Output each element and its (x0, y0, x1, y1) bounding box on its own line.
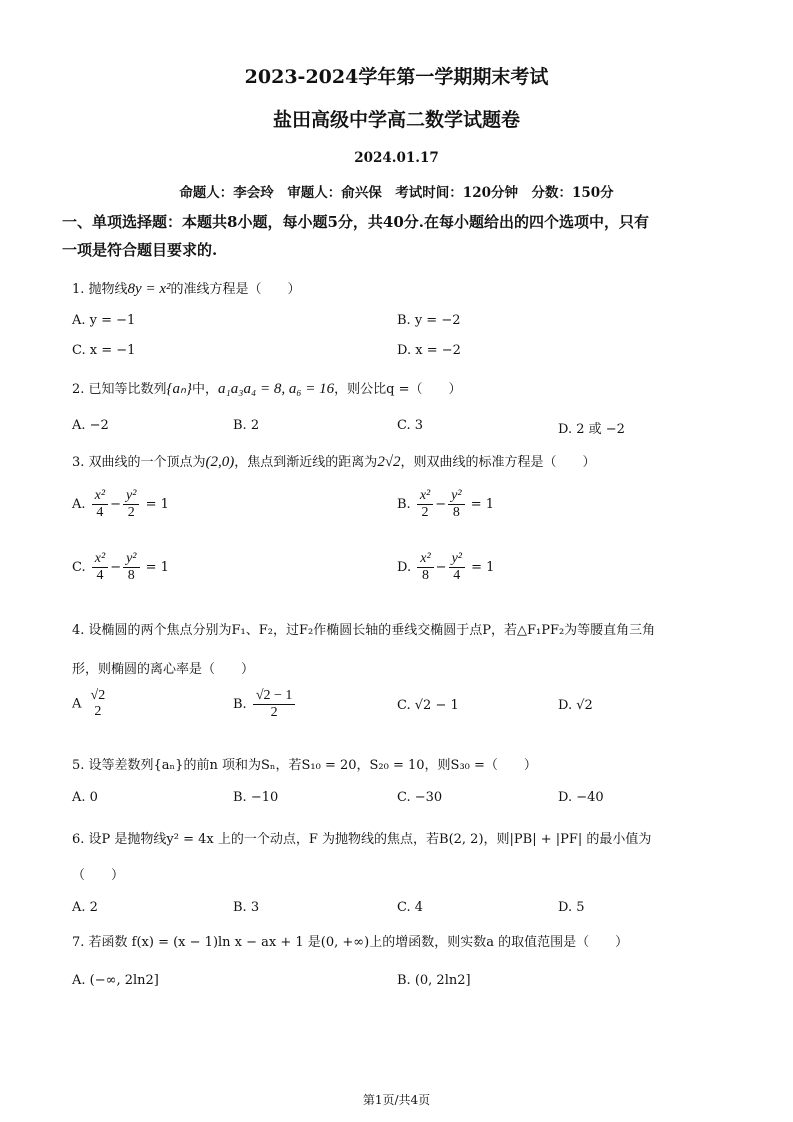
exam-date: 2024.01.17 (354, 150, 439, 166)
option-label: C. (72, 560, 86, 575)
option-value: √2 (576, 698, 593, 713)
option-label: D. (558, 698, 573, 713)
rhs: = 1 (145, 497, 169, 512)
question-4-cont: 形，则椭圆的离心率是（ ） (72, 662, 255, 677)
option-b: B. $\frac{\text{x²}}{2}$ − $\frac{\text{y²}}{8}$ = 1 (397, 488, 495, 520)
stem-text: ，则双曲线的标准方程是（ ） (400, 455, 596, 470)
option-value: √2 − 1 (414, 698, 459, 713)
math-expr: 8y = x² (127, 281, 171, 297)
stem-text: 1. 抛物线 (72, 282, 128, 297)
option-label: D. (397, 560, 412, 575)
math-expr: (2,0) (205, 454, 235, 470)
option-d: D. $\frac{\text{x²}}{8}$ − $\frac{\text{y²}}{4}$ = 1 (397, 551, 495, 583)
option-a: A. 0 (72, 790, 98, 805)
option-c: C. 3 (397, 418, 424, 433)
option-a: A. $\frac{\text{x²}}{4}$ − $\frac{\text{y²}}{2}$ = 1 (72, 488, 169, 520)
question-5: 5. 设等差数列{aₙ}的前n 项和为Sₙ，若S₁₀ = 20，S₂₀ = 10，则S₃₀ =（ ） (72, 758, 537, 773)
question-7: 7. 若函数 f(x) = (x − 1)ln x − ax + 1 是(0, +∞)上的增函数，则实数a 的取值范围是（ ） (72, 935, 629, 950)
stem-text: 中， (192, 382, 219, 397)
option-b: B. 3 (233, 900, 260, 915)
option-a: A. y = −1 (72, 313, 136, 328)
fraction: $\frac{\text{y²}}{8}$ (448, 488, 464, 521)
option-d: D. 2 或 −2 (558, 422, 625, 437)
stem-text: ，焦点到渐近线的距离为 (234, 455, 378, 470)
stem-text: ，则公比q =（ ） (334, 382, 462, 397)
option-a: A. −2 (72, 418, 109, 433)
section-heading: 一、单项选择题：本题共8小题，每小题5分，共40分.在每小题给出的四个选项中，只有 (62, 213, 649, 231)
fraction: $\frac{√2 - 1}{2}$ (253, 688, 296, 721)
option-a (72, 688, 110, 720)
option-c: C. x = −1 (72, 343, 136, 358)
option-label: A (72, 696, 82, 712)
math-expr: a₁a₃a₄ = 8, a₆ = 16 (218, 381, 335, 397)
section-heading-cont: 一项是符合题目要求的. (62, 241, 218, 259)
stem-text: 3. 双曲线的一个顶点为 (72, 455, 206, 470)
option-b: B. −10 (233, 790, 279, 805)
option-label: B. (233, 697, 247, 712)
fraction: $\frac{\text{x²}}{4}$ (92, 551, 108, 584)
stem-text: 的准线方程是（ ） (170, 282, 301, 297)
fraction: $\frac{\text{y²}}{4}$ (449, 551, 465, 584)
option-d: D. 5 (558, 900, 585, 915)
math-expr: {aₙ} (166, 381, 193, 397)
question-4: 4. 设椭圆的两个焦点分别为F₁、F₂，过F₂作椭圆长轴的垂线交椭圆于点P，若△F₁PF₂为等腰直角三角 (72, 623, 656, 638)
rhs: = 1 (471, 560, 495, 575)
page-number: 第1页/共4页 (362, 1093, 431, 1107)
option-c: C. −30 (397, 790, 443, 805)
rhs: = 1 (470, 497, 495, 512)
question-3 (72, 451, 596, 471)
question-2 (72, 378, 462, 398)
option-d (558, 698, 593, 713)
rhs: = 1 (145, 560, 169, 575)
option-c: C. 4 (397, 900, 424, 915)
option-c (397, 698, 459, 713)
option-a: A. (−∞, 2ln2] (72, 973, 159, 988)
fraction: $\frac{\text{x²}}{8}$ (417, 551, 433, 584)
option-label: A. (72, 497, 86, 512)
option-a: A. 2 (72, 900, 98, 915)
option-c: C. $\frac{\text{x²}}{4}$ − $\frac{\text{y²}}{8}$ = 1 (72, 551, 169, 583)
question-1 (72, 278, 301, 298)
math-expr: 2√2 (377, 454, 401, 470)
option-b (233, 688, 297, 721)
stem-text: 2. 已知等比数列 (72, 382, 167, 397)
option-b: B. y = −2 (397, 313, 461, 328)
exam-subtitle: 盐田高级中学高二数学试题卷 (272, 109, 520, 131)
option-b: B. 2 (233, 418, 260, 433)
option-b: B. (0, 2ln2] (397, 973, 471, 988)
option-label: B. (397, 497, 411, 512)
fraction: $\frac{\text{y²}}{2}$ (123, 488, 139, 521)
option-d: D. −40 (558, 790, 604, 805)
exam-meta: 命题人：李会玲 审题人：俞兴保 考试时间：120分钟 分数：150分 (179, 185, 614, 201)
question-6-cont: （ ） (72, 868, 125, 883)
fraction: $\frac{\text{y²}}{8}$ (123, 551, 139, 584)
fraction: $\frac{\text{x²}}{2}$ (417, 488, 433, 521)
option-d: D. x = −2 (397, 343, 461, 358)
question-6: 6. 设P 是抛物线y² = 4x 上的一个动点，F 为抛物线的焦点，若B(2, 2)，则|PB| + |PF| 的最小值为 (72, 832, 652, 847)
fraction: √2 2 (90, 688, 106, 719)
option-label: C. (397, 698, 411, 713)
fraction: $\frac{\text{x²}}{4}$ (92, 488, 108, 521)
exam-title: 2023-2024学年第一学期期末考试 (244, 66, 549, 88)
